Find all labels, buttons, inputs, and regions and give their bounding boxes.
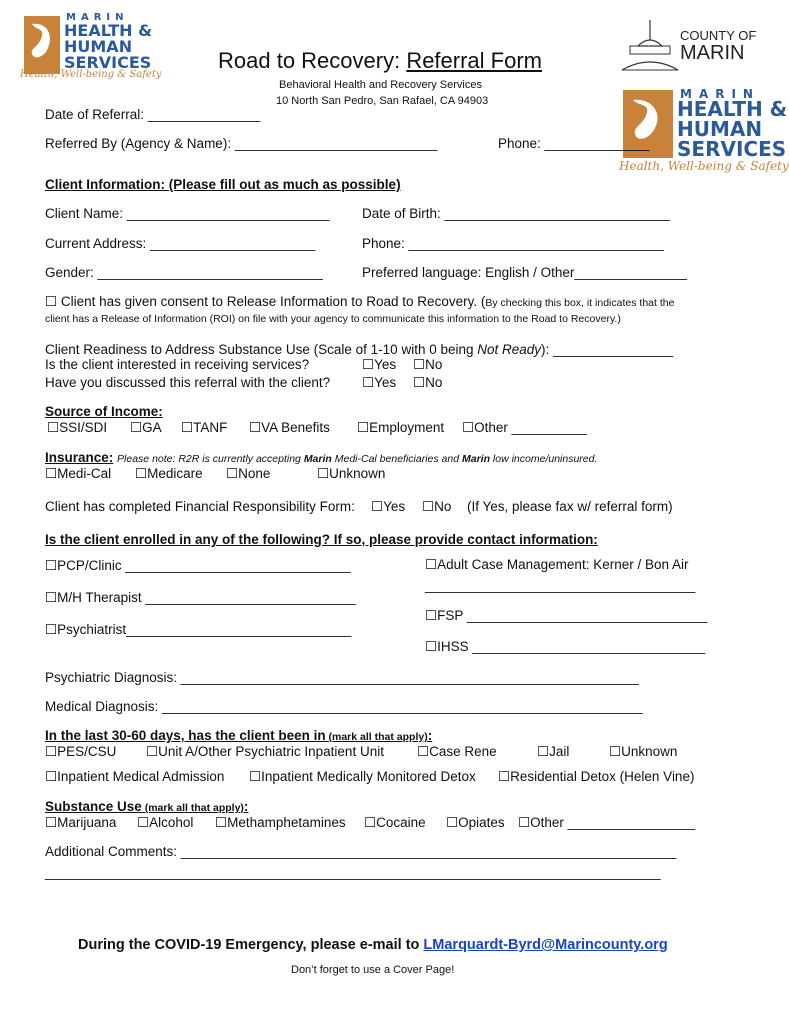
acm-field[interactable]: ☐Adult Case Management: Kerner / Bon Air — [425, 557, 689, 572]
insurance-note-2: Medi-Cal beneficiaries and — [331, 453, 462, 465]
financial-note: (If Yes, please fax w/ referral form) — [467, 499, 673, 514]
org-address: 10 North San Pedro, San Rafael, CA 94903 — [276, 95, 489, 107]
insurance-medicare[interactable]: ☐Medicare — [135, 466, 203, 481]
jail-option[interactable]: ☐Jail — [537, 744, 570, 759]
covid-prefix: During the COVID-19 Emergency, please e-mail to — [78, 937, 424, 953]
last-days-colon: : — [427, 728, 433, 743]
last-days-heading-text: In the last 30-60 days, has the client been in — [45, 728, 326, 743]
income-other[interactable]: ☐Other __________ — [462, 420, 587, 435]
county-of-label: COUNTY OF — [680, 28, 757, 43]
org-name: Behavioral Health and Recovery Services — [279, 79, 482, 91]
insurance-note-marin-2: Marin — [461, 453, 490, 465]
client-name-field[interactable]: Client Name: ___________________________ — [45, 206, 330, 221]
income-ssi[interactable]: ☐SSI/SDI — [47, 420, 108, 435]
consent-note-2: client has a Release of Information (ROI) on file with your agency to communicate this information to the Road to Recovery.) — [45, 313, 621, 325]
substance-heading — [45, 799, 248, 814]
financial-label: Client has completed Financial Responsibility Form: — [45, 499, 355, 514]
dome-icon — [620, 20, 680, 82]
consent-note-1: By checking this box, it indicates that the — [485, 297, 675, 309]
opiates-option[interactable]: ☐Opiates — [446, 815, 505, 830]
hhs-right-line2: HUMAN — [677, 117, 763, 141]
referral-date-field[interactable]: Date of Referral: _______________ — [45, 107, 261, 122]
inpatient-detox-option[interactable]: ☐Inpatient Medically Monitored Detox — [249, 769, 476, 784]
marin-label: MARIN — [66, 12, 129, 23]
financial-no[interactable]: ☐No — [422, 499, 452, 514]
consent-checkbox[interactable] — [45, 294, 674, 310]
cocaine-option[interactable]: ☐Cocaine — [364, 815, 426, 830]
readiness-italic: Not Ready — [477, 342, 542, 357]
inpatient-medical-option[interactable]: ☐Inpatient Medical Admission — [45, 769, 225, 784]
hhs-right-marin: MARIN — [680, 87, 760, 101]
ihss-field[interactable]: ☐IHSS _______________________________ — [425, 639, 706, 654]
insurance-medical[interactable]: ☐Medi-Cal — [45, 466, 112, 481]
title-underlined: Referral Form — [406, 48, 542, 73]
referral-phone-field[interactable]: Phone: ______________ — [498, 136, 650, 151]
interested-question: Is the client interested in receiving services? — [45, 357, 310, 372]
discussed-no[interactable]: ☐No — [413, 375, 443, 390]
interested-yes[interactable]: ☐Yes — [362, 357, 397, 372]
alcohol-option[interactable]: ☐Alcohol — [137, 815, 194, 830]
title-prefix: Road to Recovery: — [218, 48, 407, 73]
gender-field[interactable]: Gender: ______________________________ — [45, 265, 323, 280]
readiness-prefix: Client Readiness to Address Substance Use (Scale of 1-10 with 0 being — [45, 342, 478, 357]
mh-therapist-field[interactable]: ☐M/H Therapist ____________________________ — [45, 590, 356, 605]
income-employment[interactable]: ☐Employment — [357, 420, 445, 435]
additional-comments-line[interactable]: __________________________________________________________________________________ — [45, 865, 661, 880]
insurance-note-3: low income/uninsured. — [490, 453, 598, 465]
enrolled-heading: Is the client enrolled in any of the following? If so, please provide contact information: — [45, 532, 598, 547]
consent-text: ☐ Client has given consent to Release Information to Road to Recovery. ( — [45, 294, 486, 309]
hhs-line2: HUMAN — [64, 37, 133, 56]
address-field[interactable]: Current Address: ______________________ — [45, 236, 316, 251]
substance-colon: : — [243, 799, 249, 814]
income-tanf[interactable]: ☐TANF — [181, 420, 228, 435]
insurance-note-marin-1: Marin — [303, 453, 332, 465]
page-title — [218, 48, 542, 74]
unit-a-option[interactable]: ☐Unit A/Other Psychiatric Inpatient Unit — [146, 744, 384, 759]
hhs-tagline: Health, Well-being & Safety — [20, 69, 162, 80]
insurance-unknown[interactable]: ☐Unknown — [317, 466, 386, 481]
marijuana-option[interactable]: ☐Marijuana — [45, 815, 117, 830]
hhs-right-line1: HEALTH & — [677, 97, 788, 121]
hhs-right-line3: SERVICES — [677, 137, 787, 161]
pes-csu-option[interactable]: ☐PES/CSU — [45, 744, 117, 759]
interested-no[interactable]: ☐No — [413, 357, 443, 372]
hhs-bracket-icon — [20, 14, 64, 76]
pcp-field[interactable]: ☐PCP/Clinic ______________________________ — [45, 558, 351, 573]
client-phone-field[interactable]: Phone: __________________________________ — [362, 236, 664, 251]
residential-detox-option[interactable]: ☐Residential Detox (Helen Vine) — [498, 769, 695, 784]
fsp-field[interactable]: ☐FSP ________________________________ — [425, 608, 708, 623]
substance-note: (mark all that apply) — [141, 802, 244, 814]
acm-line[interactable]: ____________________________________ — [425, 578, 696, 593]
discussed-question: Have you discussed this referral with the client? — [45, 375, 331, 390]
case-rene-option[interactable]: ☐Case Rene — [417, 744, 497, 759]
insurance-note-1: Please note: R2R is currently accepting — [117, 453, 304, 465]
client-info-heading: Client Information: (Please fill out as much as possible) — [45, 177, 401, 192]
readiness-suffix: ): ________________ — [541, 342, 674, 357]
financial-yes[interactable]: ☐Yes — [371, 499, 406, 514]
hhs-line1: HEALTH & — [64, 21, 153, 40]
covid-notice — [78, 937, 668, 953]
insurance-none[interactable]: ☐None — [226, 466, 271, 481]
county-marin-label: MARIN — [680, 42, 745, 64]
referred-by-field[interactable]: Referred By (Agency & Name): ___________________________ — [45, 136, 438, 151]
insurance-heading: Insurance: — [45, 450, 114, 465]
hhs-right-tagline: Health, Well-being & Safety — [619, 159, 789, 173]
medical-diagnosis-field[interactable]: Medical Diagnosis: ________________________________________________________________ — [45, 699, 643, 714]
language-field[interactable]: Preferred language: English / Other_______________ — [362, 265, 687, 280]
hhs-line3: SERVICES — [64, 53, 152, 72]
email-link[interactable]: LMarquardt-Byrd@Marincounty.org — [423, 937, 668, 953]
insurance-heading-row — [45, 450, 597, 465]
last-days-note: (mark all that apply) — [325, 731, 428, 743]
psychiatric-diagnosis-field[interactable]: Psychiatric Diagnosis: _____________________________________________________________ — [45, 670, 639, 685]
income-ga[interactable]: ☐GA — [130, 420, 162, 435]
meth-option[interactable]: ☐Methamphetamines — [215, 815, 346, 830]
dob-field[interactable]: Date of Birth: ______________________________ — [362, 206, 670, 221]
discussed-yes[interactable]: ☐Yes — [362, 375, 397, 390]
income-va[interactable]: ☐VA Benefits — [249, 420, 330, 435]
other-substance-option[interactable]: ☐Other _________________ — [518, 815, 696, 830]
last-days-heading — [45, 728, 432, 743]
cover-page-reminder: Don’t forget to use a Cover Page! — [291, 964, 455, 976]
unknown-option[interactable]: ☐Unknown — [609, 744, 678, 759]
readiness-field[interactable] — [45, 342, 673, 357]
additional-comments-field[interactable]: Additional Comments: __________________________________________________________________ — [45, 844, 677, 859]
substance-heading-text: Substance Use — [45, 799, 142, 814]
income-heading: Source of Income: — [45, 404, 163, 419]
psychiatrist-field[interactable]: ☐Psychiatrist______________________________ — [45, 622, 352, 637]
